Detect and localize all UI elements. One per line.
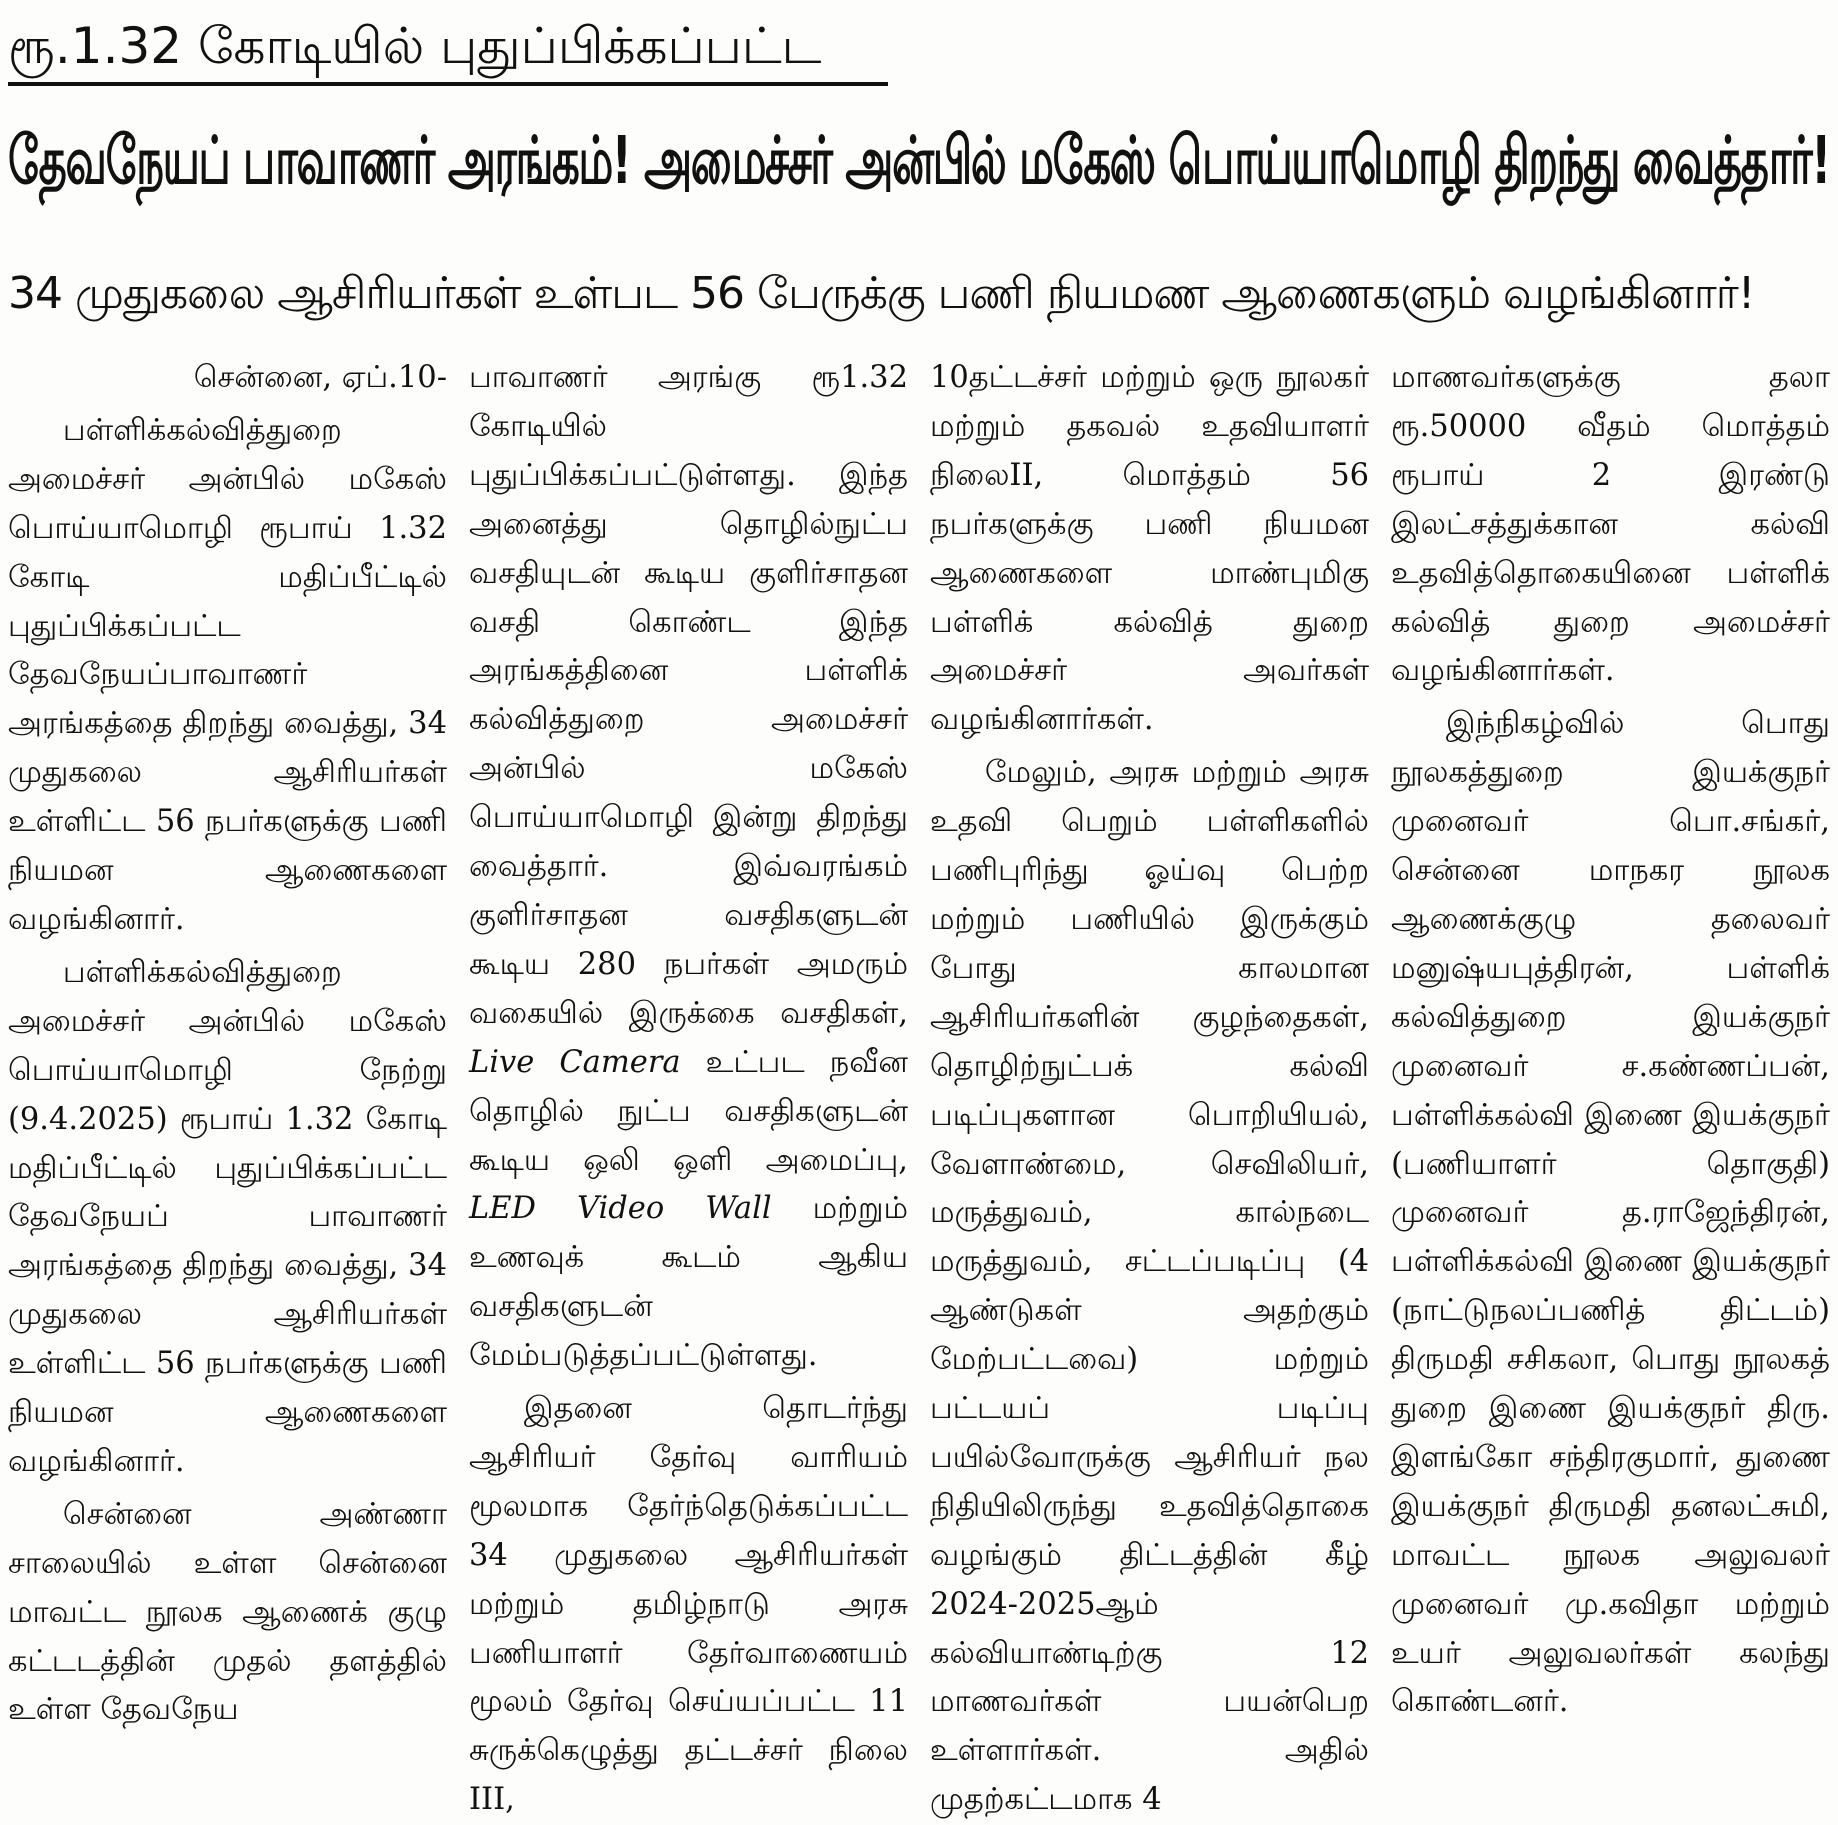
paragraph: 10தட்டச்சர் மற்றும் ஒரு நூலகர் மற்றும் தகவல் உதவியாளர் நிலைII, மொத்தம் 56 நபர்களுக்கு பணி நியமன ஆணைகளை மாண்புமிகு பள்ளிக் கல்வித் துறை அமைச்சர் அவர்கள் வழங்கினார்கள்.	[930, 360, 1369, 738]
paragraph: பள்ளிக்கல்வித்துறை அமைச்சர் அன்பில் மகேஸ் பொய்யாமொழி ரூபாய் 1.32 கோடி மதிப்பீட்டில் புதுப்பிக்கப்பட்ட தேவநேயப்பாவாணர் அரங்கத்தை திறந்து வைத்து, 34 முதுகலை ஆசிரியர்கள் உள்ளிட்ட 56 நபர்களுக்கு பணி நியமன ஆணைகளை வழங்கினார்.	[8, 412, 447, 937]
dateline: சென்னை, ஏப்.10-	[193, 360, 447, 395]
paragraph: இந்நிகழ்வில் பொது நூலகத்துறை இயக்குநர் முனைவர் பொ.சங்கர், சென்னை மாநகர நூலக ஆணைக்குழு தலைவர் மனுஷ்யபுத்திரன், பள்ளிக் கல்வித்துறை இயக்குநர் முனைவர் ச.கண்ணப்பன், பள்ளிக்கல்வி இணை இயக்குநர் (பணியாளர் தொகுதி) முனைவர் த.ராஜேந்திரன், பள்ளிக்கல்வி இணை இயக்குநர் (நாட்டுநலப்பணித் திட்டம்) திருமதி சசிகலா, பொது நூலகத் துறை இணை இயக்குநர் திரு. இளங்கோ சந்திரகுமார், துணை இயக்குநர் திருமதி தனலட்சுமி, மாவட்ட நூலக அலுவலர் முனைவர் மு.கவிதா மற்றும் உயர் அலுவலர்கள் கலந்து கொண்டனர்.	[1391, 706, 1830, 1720]
paragraph	[469, 354, 908, 1381]
text-run: பாவாணர் அரங்கு ரூ1.32 கோடியில் புதுப்பிக்கப்பட்டுள்ளது. இந்த அனைத்து தொழில்நுட்ப வசதியுடன் கூடிய குளிர்சாதன வசதி கொண்ட இந்த அரங்கத்தினை பள்ளிக் கல்வித்துறை அமைச்சர் அன்பில் மகேஸ் பொய்யாமொழி இன்று திறந்து வைத்தார். இவ்வரங்கம் குளிர்சாதன வசதிகளுடன் கூடிய 280 நபர்கள் அமரும் வகையில் இருக்கை வசதிகள்,	[469, 360, 908, 1031]
paragraph: சென்னை அண்ணா சாலையில் உள்ள சென்னை மாவட்ட நூலக ஆணைக் குழு கட்டடத்தின் முதல் தளத்தில் உள்ள தேவநேய	[8, 1496, 447, 1728]
live-camera-text: Live Camera	[469, 1044, 681, 1080]
kicker-line: ரூ.1.32 கோடியில் புதுப்பிக்கப்பட்ட	[8, 14, 888, 86]
text-run: மற்றும் உணவுக் கூடம் ஆகிய வசதிகளுடன் மேம்படுத்தப்பட்டுள்ளது.	[469, 1191, 909, 1374]
column-3	[930, 354, 1369, 1818]
column-4	[1391, 354, 1830, 1750]
paragraph: மாணவர்களுக்கு தலா ரூ.50000 வீதம் மொத்தம் ரூபாய் 2 இரண்டு இலட்சத்துக்கான கல்வி உதவித்தொகையினை பள்ளிக் கல்வித் துறை அமைச்சர் வழங்கினார்கள்.	[1391, 360, 1830, 689]
paragraph: மேலும், அரசு மற்றும் அரசு உதவி பெறும் பள்ளிகளில் பணிபுரிந்து ஓய்வு பெற்ற மற்றும் பணியில் இருக்கும் போது காலமான ஆசிரியர்களின் குழந்தைகள், தொழிற்நுட்பக் கல்வி படிப்புகளான பொறியியல், வேளாண்மை, செவிலியர், மருத்துவம், கால்நடை மருத்துவம், சட்டப்படிப்பு (4 ஆண்டுகள் அதற்கும் மேற்பட்டவை) மற்றும் பட்டயப் படிப்பு பயில்வோருக்கு ஆசிரியர் நல நிதியிலிருந்து உதவித்தொகை வழங்கும் திட்டத்தின் கீழ் 2024-2025ஆம் கல்வியாண்டிற்கு 12 மாணவர்கள் பயன்பெற உள்ளார்கள். அதில் முதற்கட்டமாக 4	[930, 755, 1369, 1818]
paragraph: இதனை தொடர்ந்து ஆசிரியர் தேர்வு வாரியம் மூலமாக தேர்ந்தெடுக்கப்பட்ட 34 முதுகலை ஆசிரியர்கள் மற்றும் தமிழ்நாடு அரசு பணியாளர் தேர்வாணையம் மூலம் தேர்வு செய்யப்பட்ட 11 சுருக்கெழுத்து தட்டச்சர் நிலை III,	[469, 1391, 908, 1818]
subheadline: 34 முதுகலை ஆசிரியர்கள் உள்பட 56 பேருக்கு பணி நியமண ஆணைகளும் வழங்கினார்!	[8, 268, 1755, 319]
led-wall-text: LED Video Wall	[469, 1191, 772, 1227]
headline: தேவநேயப் பாவாணர் அரங்கம்! அமைச்சர் அன்பில் மகேஸ் பொய்யாமொழி திறந்து வைத்தார்!	[8, 122, 1830, 199]
paragraph: பள்ளிக்கல்வித்துறை அமைச்சர் அன்பில் மகேஸ் பொய்யாமொழி நேற்று (9.4.2025) ரூபாய் 1.32 கோடி மதிப்பீட்டில் புதுப்பிக்கப்பட்ட தேவநேயப் பாவாணர் அரங்கத்தை திறந்து வைத்து, 34 முதுகலை ஆசிரியர்கள் உள்ளிட்ட 56 நபர்களுக்கு பணி நியமன ஆணைகளை வழங்கினார்.	[8, 954, 447, 1479]
article-body	[8, 354, 1830, 1818]
column-1	[8, 354, 447, 1750]
column-2	[469, 354, 909, 1818]
text-run: உட்பட நவீன தொழில் நுட்ப வசதிகளுடன் கூடிய ஒலி ஒளி அமைப்பு,	[469, 1044, 908, 1178]
